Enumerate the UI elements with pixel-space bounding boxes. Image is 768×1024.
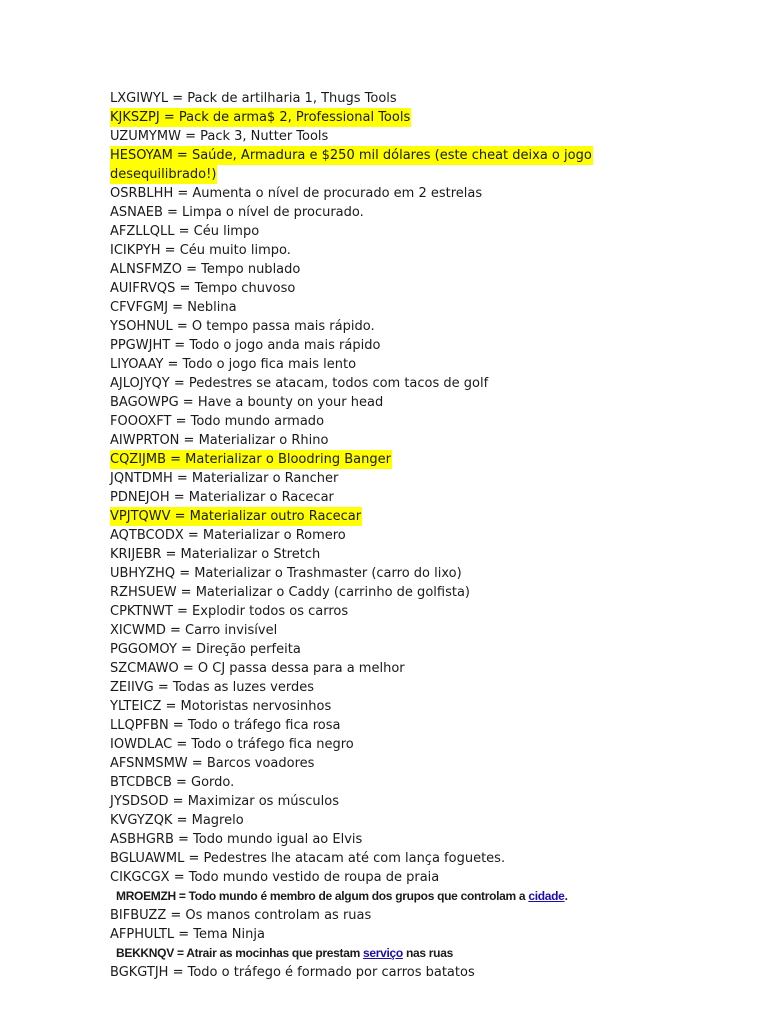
cheat-line: OSRBLHH = Aumenta o nível de procurado em 2 estrelas [110, 186, 483, 201]
cheat-line: ZEIIVG = Todas as luzes verdes [110, 680, 315, 695]
cheat-line: YSOHNUL = O tempo passa mais rápido. [110, 319, 375, 334]
cheat-line: JQNTDMH = Materializar o Rancher [110, 471, 339, 486]
cheat-line: CPKTNWT = Explodir todos os carros [110, 604, 349, 619]
cheat-line-highlighted: VPJTQWV = Materializar outro Racecar [110, 509, 362, 524]
cheat-line: PGGOMOY = Direção perfeita [110, 642, 301, 657]
cheat-line: RZHSUEW = Materializar o Caddy (carrinho de golfista) [110, 585, 470, 600]
cheat-line-highlighted: HESOYAM = Saúde, Armadura e $250 mil dólares (este cheat deixa o jogo [110, 148, 592, 163]
cheat-line: AJLOJYQY = Pedestres se atacam, todos com tacos de golf [110, 376, 489, 391]
cheat-line: PPGWJHT = Todo o jogo anda mais rápido [110, 338, 381, 353]
cheat-line: AFZLLQLL = Céu limpo [110, 224, 260, 239]
cheat-line-bold: BEKKNQV = Atrair as mocinhas que prestam serviço nas ruas [116, 946, 453, 960]
cheat-line: ASNAEB = Limpa o nível de procurado. [110, 205, 364, 220]
cheat-line: AFSNMSMW = Barcos voadores [110, 756, 315, 771]
cheat-line: ASBHGRB = Todo mundo igual ao Elvis [110, 832, 363, 847]
cheat-line: BGKGTJH = Todo o tráfego é formado por carros batatos [110, 965, 475, 980]
cheat-line: UZUMYMW = Pack 3, Nutter Tools [110, 129, 329, 144]
cheat-line: AUIFRVQS = Tempo chuvoso [110, 281, 296, 296]
cheat-list [110, 89, 710, 982]
cheat-line: LLQPFBN = Todo o tráfego fica rosa [110, 718, 341, 733]
cheat-line: AFPHULTL = Tema Ninja [110, 927, 265, 942]
cheat-line: SZCMAWO = O CJ passa dessa para a melhor [110, 661, 405, 676]
cheat-line: JYSDSOD = Maximizar os músculos [110, 794, 339, 809]
cheat-line: FOOOXFT = Todo mundo armado [110, 414, 325, 429]
cheat-line: LXGIWYL = Pack de artilharia 1, Thugs Tools [110, 91, 397, 106]
cheat-line-highlighted: KJKSZPJ = Pack de arma$ 2, Professional Tools [110, 110, 411, 125]
cheat-line: AIWPRTON = Materializar o Rhino [110, 433, 329, 448]
cheat-line: BTCDBCB = Gordo. [110, 775, 235, 790]
cheat-line: XICWMD = Carro invisível [110, 623, 278, 638]
cheat-line: KRIJEBR = Materializar o Stretch [110, 547, 321, 562]
cidade-link[interactable]: cidade [528, 889, 565, 903]
cheat-line: LIYOAAY = Todo o jogo fica mais lento [110, 357, 357, 372]
cheat-line: BIFBUZZ = Os manos controlam as ruas [110, 908, 372, 923]
cheat-line: PDNEJOH = Materializar o Racecar [110, 490, 334, 505]
cheat-lines [110, 89, 710, 887]
cheat-line: AQTBCODX = Materializar o Romero [110, 528, 346, 543]
cheat-line: UBHYZHQ = Materializar o Trashmaster (carro do lixo) [110, 566, 462, 581]
cheat-line: ICIKPYH = Céu muito limpo. [110, 243, 291, 258]
cheat-line: BAGOWPG = Have a bounty on your head [110, 395, 384, 410]
cheat-line-bold: MROEMZH = Todo mundo é membro de algum dos grupos que controlam a cidade. [116, 889, 568, 903]
servico-link[interactable]: serviço [363, 946, 403, 960]
cheat-line: ALNSFMZO = Tempo nublado [110, 262, 301, 277]
cheat-line: IOWDLAC = Todo o tráfego fica negro [110, 737, 354, 752]
cheat-line: YLTEICZ = Motoristas nervosinhos [110, 699, 332, 714]
cheat-line: KVGYZQK = Magrelo [110, 813, 244, 828]
cheat-line: BGLUAWML = Pedestres lhe atacam até com lança foguetes. [110, 851, 506, 866]
cheat-line: CIKGCGX = Todo mundo vestido de roupa de praia [110, 870, 440, 885]
cheat-line-highlighted: CQZIJMB = Materializar o Bloodring Banger [110, 452, 391, 467]
cheat-line: CFVFGMJ = Neblina [110, 300, 237, 315]
cheat-line-highlighted: desequilibrado!) [110, 167, 217, 182]
